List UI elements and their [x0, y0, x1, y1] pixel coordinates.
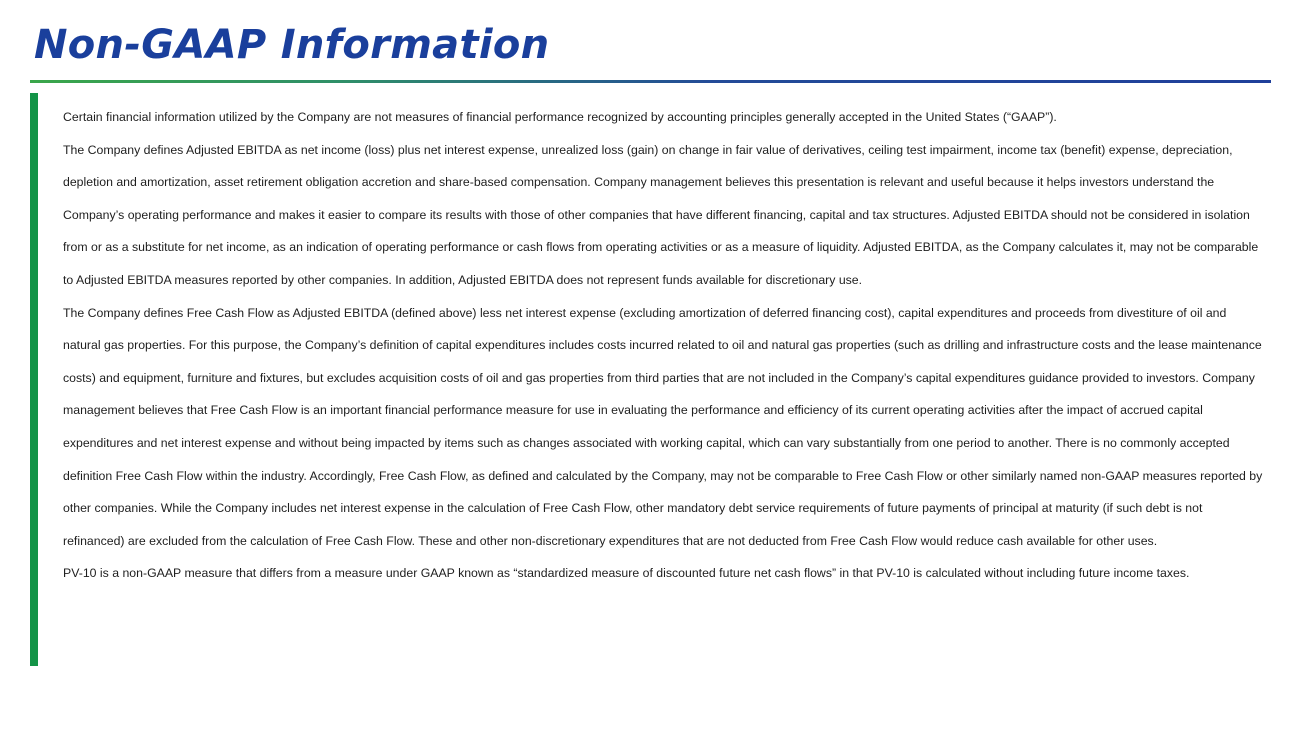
page-title: Non-GAAP Information — [34, 22, 550, 68]
paragraph-pv10: PV-10 is a non-GAAP measure that differs from a measure under GAAP known as “standardized measure of discounted future net cash flows” in that PV-10 is calculated without including future income taxes. — [63, 566, 1190, 581]
body-text — [63, 101, 1263, 590]
title-underline — [30, 80, 1271, 83]
paragraph-gaap-intro: Certain financial information utilized by the Company are not measures of financial performance recognized by accounting principles generally accepted in the United States (“GAAP”). — [63, 110, 1057, 124]
side-accent-bar — [30, 93, 38, 666]
paragraph-adjusted-ebitda: The Company defines Adjusted EBITDA as net income (loss) plus net interest expense, unrealized loss (gain) on change in fair value of derivatives, ceiling test impairment, income tax (benefit) expense, depreciation, depletion and amortization, asset retirement obligation accretion and share-based compensation. Company management believes this presentation is relevant and useful because it helps investors understand the Company’s operating performance and makes it easier to compare its results with those of other companies that have different financing, capital and tax structures. Adjusted EBITDA should not be considered in isolation from or as a substitute for net income, as an indication of operating performance or cash flows from operating activities or as a measure of liquidity. Adjusted EBITDA, as the Company calculates it, may not be comparable to Adjusted EBITDA measures reported by other companies. In addition, Adjusted EBITDA does not represent funds available for discretionary use. — [63, 142, 1259, 287]
paragraph-free-cash-flow: The Company defines Free Cash Flow as Adjusted EBITDA (defined above) less net interest expense (excluding amortization of deferred financing cost), capital expenditures and proceeds from divestiture of oil and natural gas properties. For this purpose, the Company’s definition of capital expenditures includes costs incurred related to oil and natural gas properties (such as drilling and infrastructure costs and the lease maintenance costs) and equipment, furniture and fixtures, but excludes acquisition costs of oil and gas properties from third parties that are not included in the Company’s capital expenditures guidance provided to investors. Company management believes that Free Cash Flow is an important financial performance measure for use in evaluating the performance and efficiency of its current operating activities after the impact of accrued capital expenditures and net interest expense and without being impacted by items such as changes associated with working capital, which can vary substantially from one period to another. There is no commonly accepted definition Free Cash Flow within the industry. Accordingly, Free Cash Flow, as defined and calculated by the Company, may not be comparable to Free Cash Flow or other similarly named non-GAAP measures reported by other companies. While the Company includes net interest expense in the calculation of Free Cash Flow, other mandatory debt service requirements of future payments of principal at maturity (if such debt is not refinanced) are excluded from the calculation of Free Cash Flow. These and other non-discretionary expenditures that are not deducted from Free Cash Flow would reduce cash available for other uses. — [63, 305, 1263, 548]
